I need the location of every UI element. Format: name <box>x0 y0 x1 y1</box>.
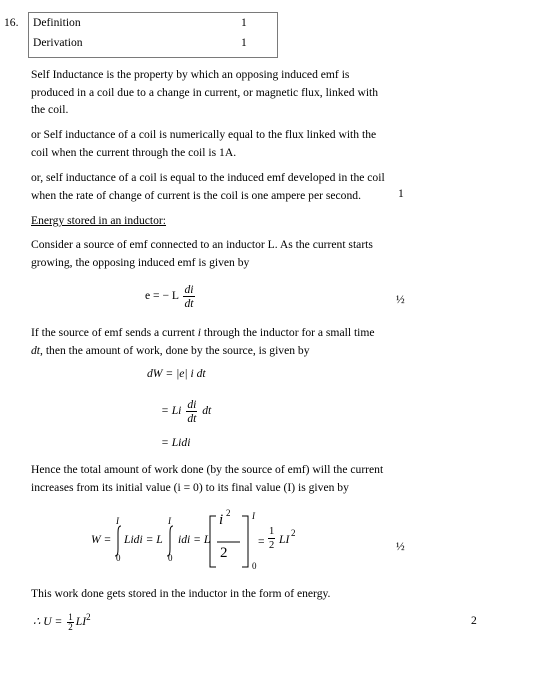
marking-value: 1 <box>241 16 247 29</box>
evaluation-bracket <box>209 515 251 569</box>
energy-heading: Energy stored in an inductor: <box>31 214 167 227</box>
fraction-half <box>268 525 275 552</box>
frac-num: 1 <box>68 611 73 622</box>
eq-part: dt <box>202 404 212 418</box>
text-line: or, self inductance of a coil is equal to the induced emf developed in the coil <box>31 171 385 184</box>
text-line <box>31 342 375 360</box>
bracket-denominator: 2 <box>220 545 228 561</box>
marking-label: Definition <box>33 16 81 29</box>
frac-den: 2 <box>68 621 73 632</box>
text-span: i <box>197 326 201 339</box>
final-marks: 2 <box>471 614 477 627</box>
text-line <box>31 324 375 342</box>
equation-dw: dW = |e| i dt <box>147 367 206 380</box>
fraction-di-dt <box>186 398 197 425</box>
frac-den: dt <box>184 297 194 310</box>
eq-part: ∴ U = <box>33 614 66 628</box>
total-work-intro <box>31 461 383 496</box>
eq-part: Lidi = L <box>124 533 163 546</box>
eq-part: W = <box>91 533 112 546</box>
integral-lower-limit: 0 <box>116 553 121 563</box>
text-line: when the rate of change of current is the coil is one ampere per second. <box>31 188 361 202</box>
equation-emf <box>145 283 197 310</box>
text-line: growing, the opposing induced emf is given by <box>31 255 250 269</box>
text-span: through the inductor for a small time <box>201 326 375 339</box>
superscript: 2 <box>86 612 91 622</box>
marking-scheme-box <box>28 12 278 58</box>
final-energy-equation <box>33 612 91 632</box>
eq-part: idi = L <box>178 533 211 546</box>
fraction-di-dt <box>183 283 194 310</box>
frac-num: di <box>184 283 194 296</box>
text-line: coil when the current through the coil is 1A. <box>31 145 237 159</box>
text-span: , then the amount of work, done by the source, is given by <box>40 343 310 357</box>
definition-marks: 1 <box>398 187 404 200</box>
question-number: 16. <box>4 16 19 29</box>
definition-2 <box>31 126 376 161</box>
marking-label: Derivation <box>33 36 83 49</box>
marking-row-definition <box>33 16 273 34</box>
definition-3 <box>31 169 385 204</box>
integral-lower-limit: 0 <box>168 553 173 563</box>
text-span: If the source of emf sends a current <box>31 326 198 339</box>
bracket-lower-limit: 0 <box>252 561 257 571</box>
equation-integral-marks: ½ <box>396 540 405 553</box>
equation-emf-marks: ½ <box>396 293 405 306</box>
text-line: produced in a coil due to a change in current, or magnetic flux, linked with <box>31 85 379 99</box>
bracket-upper-limit: I <box>252 511 255 521</box>
frac-den: 2 <box>269 540 275 551</box>
text-line: Hence the total amount of work done (by the source of emf) will the current <box>31 463 384 476</box>
work-intro <box>31 324 375 359</box>
frac-den: dt <box>187 412 197 425</box>
eq-part: = Li <box>161 404 182 418</box>
integral-upper-limit: I <box>116 516 119 526</box>
eq-part: LI <box>279 533 290 546</box>
energy-intro <box>31 236 373 271</box>
equation-lidi: = Lidi <box>161 436 191 449</box>
marking-row-derivation <box>33 36 273 54</box>
text-line: increases from its initial value (i = 0) to its final value (I) is given by <box>31 480 349 494</box>
eq-part: LI <box>75 614 87 628</box>
frac-num: di <box>187 398 197 411</box>
eq-lhs: e = − L <box>145 289 179 303</box>
text-line: the coil. <box>31 103 69 116</box>
marking-value: 1 <box>241 36 247 49</box>
fraction-half <box>67 613 74 632</box>
stored-energy-text: This work done gets stored in the inductor in the form of energy. <box>31 587 331 600</box>
integral-upper-limit: I <box>168 516 171 526</box>
frac-num: 1 <box>269 526 275 537</box>
superscript: 2 <box>226 508 231 518</box>
text-line: Consider a source of emf connected to an inductor L. As the current starts <box>31 238 373 251</box>
text-line: Self Inductance is the property by which an opposing induced emf is <box>31 68 350 81</box>
superscript: 2 <box>291 528 296 538</box>
bracket-numerator: i <box>219 512 224 528</box>
text-span: dt <box>31 343 41 357</box>
definition-1 <box>31 66 378 119</box>
text-line: or Self inductance of a coil is numerically equal to the flux linked with the <box>31 128 377 141</box>
equation-li-di-dt <box>161 398 211 425</box>
eq-part: = <box>258 535 265 548</box>
